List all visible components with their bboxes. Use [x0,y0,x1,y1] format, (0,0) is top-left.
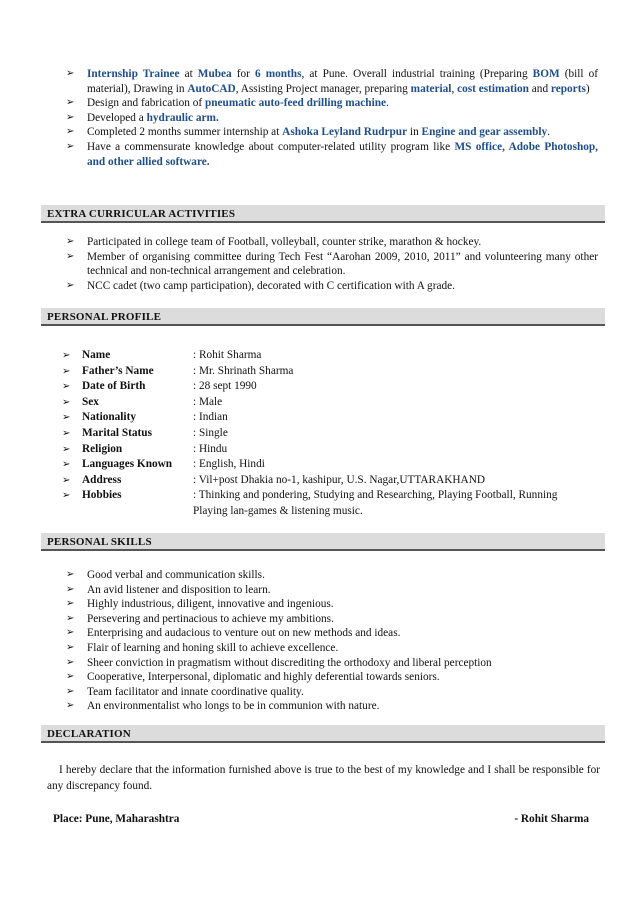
highlighted-term: AutoCAD [187,82,236,95]
list-item: ➢ Sheer conviction in pragmatism without discrediting the orthodoxy and liberal perception [66,656,598,671]
profile-row-address [62,473,602,489]
personal-profile-list [62,348,602,519]
profile-label: ➢ Marital Status [82,426,152,439]
highlighted-term: pneumatic auto-feed drilling machine [204,97,387,110]
list-item: ➢ Good verbal and communication skills. [66,568,598,583]
highlighted-term: Ashoka Leyland Rudrpur [282,126,408,139]
text-run: in [407,126,422,139]
highlighted-term: Engine and gear assembly [421,126,548,139]
personal-profile-heading: PERSONAL PROFILE [41,308,605,326]
text-run: Design and fabrication of [87,97,205,110]
text-run: at [179,68,198,80]
profile-row-nationality [62,410,602,426]
profile-value: : Indian [193,411,228,424]
profile-label: ➢ Father’s Name [82,364,154,377]
highlighted-term: cost estimation [457,82,529,95]
profile-row-languages [62,457,602,473]
profile-row-name [62,348,602,364]
highlighted-term: 6 months [255,68,302,80]
profile-row-religion [62,442,602,458]
profile-label: ➢ Hobbies [82,489,122,502]
profile-row-marital-status [62,426,602,442]
profile-label: ➢ Religion [82,442,123,455]
list-item: ➢ Member of organising committee during Tech Fest “Aarohan 2009, 2010, 2011” and volunteering many other technical and non-technical arrangement and celebration. [66,250,598,279]
highlighted-term: Mubea [197,68,232,80]
profile-value: : 28 sept 1990 [193,380,257,393]
profile-label: ➢ Languages Known [82,458,173,471]
profile-label: ➢ Nationality [82,411,136,424]
place-text: Place: Pune, Maharashtra [53,813,180,825]
profile-label: ➢ Name [82,349,111,361]
profile-value: : Mr. Shrinath Sharma [193,364,294,377]
list-item: ➢ An environmentalist who longs to be in communion with nature. [66,699,598,714]
highlighted-term: material [410,82,452,95]
profile-value: : Thinking and pondering, Studying and Researching, Playing Football, Running Playing lan-games & listening music. [193,489,558,517]
declaration-heading: DECLARATION [41,725,605,743]
list-item [66,96,598,111]
highlighted-term: hydraulic arm. [146,111,219,124]
text-run: (bill of material), Drawing in [87,68,599,95]
signature-text: - Rohit Sharma [514,813,589,825]
text-run: for [231,68,255,80]
experience-list [66,67,598,169]
list-item [66,140,598,169]
personal-skills-heading: PERSONAL SKILLS [41,533,605,551]
profile-value: : English, Hindi [193,458,265,471]
text-run: and [528,82,551,95]
text-run: , [451,82,458,95]
text-run: . [386,97,389,110]
profile-value: : Male [193,395,223,408]
text-run: Developed a [87,111,147,124]
highlighted-term: Internship Trainee [87,68,180,80]
profile-row-hobbies [62,488,602,519]
profile-row-sex [62,395,602,411]
list-item: ➢ Participated in college team of Football, volleyball, counter strike, marathon & hockey. [66,235,598,250]
text-run: ) [585,82,590,95]
extra-curricular-heading: EXTRA CURRICULAR ACTIVITIES [41,205,605,223]
list-item: ➢ Cooperative, Interpersonal, diplomatic and highly deferential towards seniors. [66,670,598,685]
list-item: ➢ An avid listener and disposition to learn. [66,583,598,598]
extra-curricular-list [66,235,598,293]
text-run: Have a commensurate knowledge about computer-related utility program like [87,140,455,153]
list-item [66,67,598,96]
list-item: ➢ Enterprising and audacious to venture out on new methods and ideas. [66,626,598,641]
list-item [66,125,598,140]
profile-label: ➢ Date of Birth [82,380,146,393]
list-item: ➢ Persevering and pertinacious to achieve my ambitions. [66,612,598,627]
profile-label: ➢ Address [82,473,122,486]
list-item: ➢ Highly industrious, diligent, innovative and ingenious. [66,597,598,612]
highlighted-term: MS office, Adobe Photoshop, and other allied software. [87,140,598,168]
list-item: ➢ Flair of learning and honing skill to achieve excellence. [66,641,598,656]
profile-row-father-name [62,364,602,380]
list-item [66,111,598,126]
profile-label: ➢ Sex [82,395,99,408]
profile-value: : Hindu [193,442,228,455]
profile-value: : Single [193,426,228,439]
profile-row-date-of-birth [62,379,602,395]
text-run: Completed 2 months summer internship at [87,126,283,139]
profile-value: : Rohit Sharma [193,349,262,361]
declaration-text: I hereby declare that the information furnished above is true to the best of my knowledge and I shall be responsible for any discrepancy found. [47,764,600,792]
list-item: ➢ Team facilitator and innate coordinative quality. [66,685,598,700]
highlighted-term: reports [550,82,586,95]
text-run: . [547,126,551,139]
profile-value: : Vil+post Dhakia no-1, kashipur, U.S. Nagar,UTTARAKHAND [193,473,486,486]
text-run: , Assisting Project manager, preparing [235,82,411,95]
list-item: ➢ NCC cadet (two camp participation), decorated with C certification with A grade. [66,279,598,294]
text-run: , at Pune. Overall industrial training (Preparing [301,68,533,80]
personal-skills-list [66,568,598,714]
highlighted-term: BOM [532,68,560,80]
